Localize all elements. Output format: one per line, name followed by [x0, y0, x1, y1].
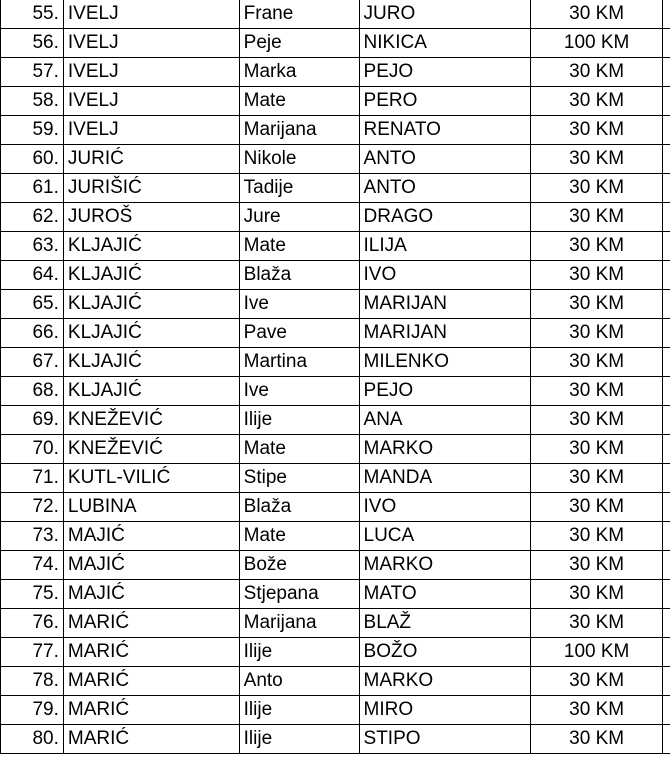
- row-number-cell[interactable]: 66.: [1, 319, 64, 348]
- father-name-cell[interactable]: Ive: [239, 377, 359, 406]
- empty-cell[interactable]: [663, 406, 670, 435]
- row-number-cell[interactable]: 59.: [1, 116, 64, 145]
- first-name-cell[interactable]: ANTO: [359, 145, 531, 174]
- table-row: [1, 522, 670, 551]
- surname-cell[interactable]: IVELJ: [63, 87, 239, 116]
- father-name-cell[interactable]: Ilije: [239, 725, 359, 754]
- empty-cell[interactable]: [663, 725, 670, 754]
- row-number-cell[interactable]: 56.: [1, 29, 64, 58]
- row-number-cell[interactable]: 69.: [1, 406, 64, 435]
- row-number-cell[interactable]: 75.: [1, 580, 64, 609]
- table-row: [1, 348, 670, 377]
- surname-cell[interactable]: KLJAJIĆ: [63, 319, 239, 348]
- amount-cell[interactable]: 30 KM: [531, 261, 663, 290]
- first-name-cell[interactable]: LUCA: [359, 522, 531, 551]
- first-name-cell[interactable]: IVO: [359, 493, 531, 522]
- row-number-cell[interactable]: 78.: [1, 667, 64, 696]
- surname-cell[interactable]: MARIĆ: [63, 725, 239, 754]
- father-name-cell[interactable]: Martina: [239, 348, 359, 377]
- first-name-cell[interactable]: PEJO: [359, 58, 531, 87]
- empty-cell[interactable]: [663, 87, 670, 116]
- empty-cell[interactable]: [663, 580, 670, 609]
- surname-cell[interactable]: IVELJ: [63, 116, 239, 145]
- amount-cell[interactable]: 30 KM: [531, 609, 663, 638]
- surname-cell[interactable]: IVELJ: [63, 58, 239, 87]
- father-name-cell[interactable]: Marka: [239, 58, 359, 87]
- empty-cell[interactable]: [663, 116, 670, 145]
- row-number-cell[interactable]: 76.: [1, 609, 64, 638]
- surname-cell[interactable]: IVELJ: [63, 0, 239, 29]
- table-row: [1, 667, 670, 696]
- father-name-cell[interactable]: Ive: [239, 290, 359, 319]
- table-row: [1, 377, 670, 406]
- empty-cell[interactable]: [663, 435, 670, 464]
- row-number-cell[interactable]: 55.: [1, 0, 64, 29]
- row-number-cell[interactable]: 79.: [1, 696, 64, 725]
- first-name-cell[interactable]: MARIJAN: [359, 319, 531, 348]
- first-name-cell[interactable]: MILENKO: [359, 348, 531, 377]
- empty-cell[interactable]: [663, 464, 670, 493]
- empty-cell[interactable]: [663, 29, 670, 58]
- table-row: [1, 319, 670, 348]
- table-row: [1, 145, 670, 174]
- table-row: [1, 174, 670, 203]
- amount-cell[interactable]: 30 KM: [531, 116, 663, 145]
- empty-cell[interactable]: [663, 377, 670, 406]
- father-name-cell[interactable]: Stjepana: [239, 580, 359, 609]
- father-name-cell[interactable]: Marijana: [239, 116, 359, 145]
- surname-cell[interactable]: JURIĆ: [63, 145, 239, 174]
- empty-cell[interactable]: [663, 0, 670, 29]
- father-name-cell[interactable]: Mate: [239, 435, 359, 464]
- father-name-cell[interactable]: Stipe: [239, 464, 359, 493]
- father-name-cell[interactable]: Mate: [239, 522, 359, 551]
- table-row: [1, 464, 670, 493]
- amount-cell[interactable]: 100 KM: [531, 29, 663, 58]
- father-name-cell[interactable]: Ilije: [239, 696, 359, 725]
- empty-cell[interactable]: [663, 290, 670, 319]
- surname-cell[interactable]: KLJAJIĆ: [63, 232, 239, 261]
- empty-cell[interactable]: [663, 609, 670, 638]
- first-name-cell[interactable]: PEJO: [359, 377, 531, 406]
- first-name-cell[interactable]: ILIJA: [359, 232, 531, 261]
- first-name-cell[interactable]: MIRO: [359, 696, 531, 725]
- amount-cell[interactable]: 30 KM: [531, 464, 663, 493]
- amount-cell[interactable]: 30 KM: [531, 725, 663, 754]
- amount-cell[interactable]: 30 KM: [531, 290, 663, 319]
- table-row: [1, 261, 670, 290]
- empty-cell[interactable]: [663, 203, 670, 232]
- row-number-cell[interactable]: 62.: [1, 203, 64, 232]
- father-name-cell[interactable]: Frane: [239, 0, 359, 29]
- row-number-cell[interactable]: 73.: [1, 522, 64, 551]
- table-row: [1, 290, 670, 319]
- amount-cell[interactable]: 30 KM: [531, 667, 663, 696]
- empty-cell[interactable]: [663, 696, 670, 725]
- first-name-cell[interactable]: NIKICA: [359, 29, 531, 58]
- empty-cell[interactable]: [663, 145, 670, 174]
- amount-cell[interactable]: 30 KM: [531, 58, 663, 87]
- amount-cell[interactable]: 30 KM: [531, 377, 663, 406]
- table-row: [1, 203, 670, 232]
- father-name-cell[interactable]: Blaža: [239, 261, 359, 290]
- empty-cell[interactable]: [663, 348, 670, 377]
- surname-cell[interactable]: MARIĆ: [63, 638, 239, 667]
- first-name-cell[interactable]: MARIJAN: [359, 290, 531, 319]
- surname-cell[interactable]: JUROŠ: [63, 203, 239, 232]
- amount-cell[interactable]: 30 KM: [531, 232, 663, 261]
- surname-cell[interactable]: IVELJ: [63, 29, 239, 58]
- table-row: [1, 696, 670, 725]
- surname-cell[interactable]: LUBINA: [63, 493, 239, 522]
- amount-cell[interactable]: 30 KM: [531, 348, 663, 377]
- row-number-cell[interactable]: 64.: [1, 261, 64, 290]
- row-number-cell[interactable]: 70.: [1, 435, 64, 464]
- first-name-cell[interactable]: MATO: [359, 580, 531, 609]
- table-body: [1, 0, 670, 754]
- amount-cell[interactable]: 30 KM: [531, 696, 663, 725]
- surname-cell[interactable]: MAJIĆ: [63, 551, 239, 580]
- father-name-cell[interactable]: Mate: [239, 87, 359, 116]
- table-row: [1, 493, 670, 522]
- table-row: [1, 29, 670, 58]
- empty-cell[interactable]: [663, 232, 670, 261]
- amount-cell[interactable]: 30 KM: [531, 580, 663, 609]
- surname-cell[interactable]: KLJAJIĆ: [63, 377, 239, 406]
- row-number-cell[interactable]: 68.: [1, 377, 64, 406]
- row-number-cell[interactable]: 77.: [1, 638, 64, 667]
- father-name-cell[interactable]: Blaža: [239, 493, 359, 522]
- father-name-cell[interactable]: Nikole: [239, 145, 359, 174]
- amount-cell[interactable]: 30 KM: [531, 551, 663, 580]
- father-name-cell[interactable]: Anto: [239, 667, 359, 696]
- father-name-cell[interactable]: Marijana: [239, 609, 359, 638]
- amount-cell[interactable]: 30 KM: [531, 406, 663, 435]
- first-name-cell[interactable]: BLAŽ: [359, 609, 531, 638]
- empty-cell[interactable]: [663, 551, 670, 580]
- empty-cell[interactable]: [663, 522, 670, 551]
- row-number-cell[interactable]: 58.: [1, 87, 64, 116]
- surname-cell[interactable]: MAJIĆ: [63, 522, 239, 551]
- row-number-cell[interactable]: 80.: [1, 725, 64, 754]
- father-name-cell[interactable]: Tadije: [239, 174, 359, 203]
- table-row: [1, 87, 670, 116]
- row-number-cell[interactable]: 57.: [1, 58, 64, 87]
- table-row: [1, 435, 670, 464]
- father-name-cell[interactable]: Pave: [239, 319, 359, 348]
- first-name-cell[interactable]: MARKO: [359, 435, 531, 464]
- surname-cell[interactable]: MAJIĆ: [63, 580, 239, 609]
- amount-cell[interactable]: 30 KM: [531, 522, 663, 551]
- row-number-cell[interactable]: 74.: [1, 551, 64, 580]
- table-row: [1, 58, 670, 87]
- amount-cell[interactable]: 30 KM: [531, 435, 663, 464]
- table-row: [1, 406, 670, 435]
- row-number-cell[interactable]: 63.: [1, 232, 64, 261]
- surname-cell[interactable]: KNEŽEVIĆ: [63, 406, 239, 435]
- first-name-cell[interactable]: MARKO: [359, 551, 531, 580]
- amount-cell[interactable]: 30 KM: [531, 174, 663, 203]
- amount-cell[interactable]: 30 KM: [531, 203, 663, 232]
- amount-cell[interactable]: 100 KM: [531, 638, 663, 667]
- amount-cell[interactable]: 30 KM: [531, 145, 663, 174]
- row-number-cell[interactable]: 71.: [1, 464, 64, 493]
- first-name-cell[interactable]: RENATO: [359, 116, 531, 145]
- surname-cell[interactable]: JURIŠIĆ: [63, 174, 239, 203]
- table-row: [1, 725, 670, 754]
- empty-cell[interactable]: [663, 493, 670, 522]
- amount-cell[interactable]: 30 KM: [531, 319, 663, 348]
- father-name-cell[interactable]: Bože: [239, 551, 359, 580]
- empty-cell[interactable]: [663, 667, 670, 696]
- surname-cell[interactable]: KUTL-VILIĆ: [63, 464, 239, 493]
- table-row: [1, 638, 670, 667]
- surname-cell[interactable]: KNEŽEVIĆ: [63, 435, 239, 464]
- first-name-cell[interactable]: IVO: [359, 261, 531, 290]
- empty-cell[interactable]: [663, 319, 670, 348]
- row-number-cell[interactable]: 61.: [1, 174, 64, 203]
- table-row: [1, 116, 670, 145]
- first-name-cell[interactable]: BOŽO: [359, 638, 531, 667]
- first-name-cell[interactable]: STIPO: [359, 725, 531, 754]
- surname-cell[interactable]: KLJAJIĆ: [63, 348, 239, 377]
- table-row: [1, 551, 670, 580]
- amount-cell[interactable]: 30 KM: [531, 0, 663, 29]
- surname-cell[interactable]: KLJAJIĆ: [63, 290, 239, 319]
- surname-cell[interactable]: MARIĆ: [63, 696, 239, 725]
- first-name-cell[interactable]: MARKO: [359, 667, 531, 696]
- amount-cell[interactable]: 30 KM: [531, 493, 663, 522]
- table-row: [1, 609, 670, 638]
- father-name-cell[interactable]: Ilije: [239, 638, 359, 667]
- empty-cell[interactable]: [663, 174, 670, 203]
- surname-cell[interactable]: KLJAJIĆ: [63, 261, 239, 290]
- table-row: [1, 0, 670, 29]
- empty-cell[interactable]: [663, 58, 670, 87]
- first-name-cell[interactable]: MANDA: [359, 464, 531, 493]
- table-row: [1, 232, 670, 261]
- father-name-cell[interactable]: Peje: [239, 29, 359, 58]
- surname-cell[interactable]: MARIĆ: [63, 667, 239, 696]
- row-number-cell[interactable]: 67.: [1, 348, 64, 377]
- empty-cell[interactable]: [663, 638, 670, 667]
- row-number-cell[interactable]: 60.: [1, 145, 64, 174]
- first-name-cell[interactable]: ANA: [359, 406, 531, 435]
- empty-cell[interactable]: [663, 261, 670, 290]
- first-name-cell[interactable]: PERO: [359, 87, 531, 116]
- father-name-cell[interactable]: Ilije: [239, 406, 359, 435]
- first-name-cell[interactable]: ANTO: [359, 174, 531, 203]
- row-number-cell[interactable]: 65.: [1, 290, 64, 319]
- father-name-cell[interactable]: Mate: [239, 232, 359, 261]
- amount-cell[interactable]: 30 KM: [531, 87, 663, 116]
- surname-cell[interactable]: MARIĆ: [63, 609, 239, 638]
- father-name-cell[interactable]: Jure: [239, 203, 359, 232]
- first-name-cell[interactable]: JURO: [359, 0, 531, 29]
- first-name-cell[interactable]: DRAGO: [359, 203, 531, 232]
- table-row: [1, 580, 670, 609]
- row-number-cell[interactable]: 72.: [1, 493, 64, 522]
